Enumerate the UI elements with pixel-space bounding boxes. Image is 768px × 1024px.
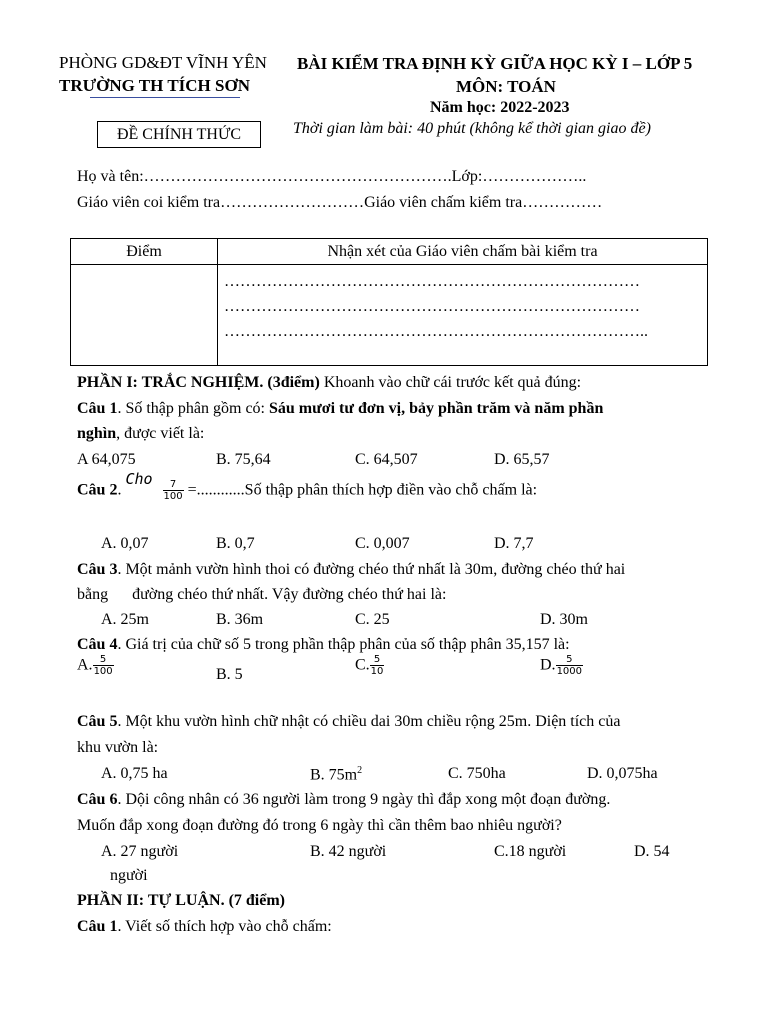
- q3-option-b[interactable]: B. 36m: [216, 611, 264, 628]
- comment-cell[interactable]: [218, 265, 708, 366]
- q5-option-b[interactable]: [310, 765, 362, 784]
- q1-option-a[interactable]: A 64,075: [77, 451, 136, 468]
- official-exam-box: ĐỀ CHÍNH THỨC: [97, 121, 261, 148]
- q5-line2: khu vườn là:: [77, 739, 159, 756]
- q4-option-b[interactable]: B. 5: [216, 666, 243, 683]
- q1-text: . Số thập phân gồm có:: [117, 400, 269, 417]
- time-note: Thời gian làm bài: 40 phút (không kể thời gian giao đề): [293, 120, 651, 137]
- school-name: TRƯỜNG TH TÍCH SƠN: [59, 76, 250, 95]
- q4-opt-a-prefix: A.: [77, 656, 93, 674]
- part1-title: PHẦN I: TRẮC NGHIỆM. (3điểm): [77, 374, 320, 391]
- q2-line: [77, 470, 537, 510]
- school-year: Năm học: 2022-2023: [430, 99, 570, 116]
- q3-label: Câu 3: [77, 561, 118, 578]
- q4-opt-d-prefix: D.: [540, 656, 556, 674]
- q3-text: . Một mảnh vườn hình thoi có đường chéo thứ nhất là 30m, đường chéo thứ hai: [117, 561, 626, 578]
- q2-prefix: .: [117, 481, 126, 499]
- q2-option-a[interactable]: A. 0,07: [101, 535, 149, 552]
- q1-line1: [77, 400, 603, 418]
- q4-opt-d-num: 5: [566, 654, 573, 665]
- q3-option-a[interactable]: A. 25m: [101, 611, 149, 628]
- q2-fraction: [163, 479, 184, 502]
- school-underline: [90, 97, 240, 98]
- part2-q1: [77, 918, 332, 936]
- comment-dot-line: ……………………………………………………………………: [224, 298, 640, 315]
- comment-header: Nhận xét của Giáo viên chấm bài kiểm tra: [218, 239, 708, 265]
- q2-frac-num: 7: [169, 478, 177, 490]
- q4-opt-a-den: 100: [93, 666, 113, 677]
- q6-option-a[interactable]: A. 27 người: [101, 843, 179, 860]
- q1-label: Câu 1: [77, 400, 118, 417]
- q1-bold: Sáu mươi tư đơn vị, bảy phần trăm và năm phần: [269, 400, 604, 417]
- part2-q1-label: Câu 1: [77, 918, 118, 935]
- q6-option-d-cont: người: [110, 867, 148, 884]
- comment-dot-line: ……………………………………………………………………: [224, 273, 640, 290]
- part1-instruction: Khoanh vào chữ cái trước kết quả đúng:: [323, 374, 582, 391]
- department-name: PHÒNG GD&ĐT VĨNH YÊN: [59, 53, 267, 72]
- q3-option-d[interactable]: D. 30m: [540, 611, 588, 628]
- q1-option-b[interactable]: B. 75,64: [216, 451, 271, 468]
- student-name-line: Họ và tên:………………………………………………….Lớp:………………..: [77, 168, 587, 185]
- q4-option-a[interactable]: [77, 654, 114, 684]
- q6-label: Câu 6: [77, 791, 118, 808]
- q2-cho: Cho: [125, 470, 153, 488]
- q4-label: Câu 4: [77, 636, 118, 653]
- part2-title: PHẦN II: TỰ LUẬN. (7 điểm): [77, 892, 285, 909]
- q1-text-end: , được viết là:: [116, 425, 205, 442]
- q2-label: Câu 2: [77, 481, 118, 499]
- q1-line2: [77, 425, 204, 443]
- q4-opt-c-prefix: C.: [355, 656, 370, 674]
- q5-opt-b-sup: 2: [357, 765, 363, 776]
- q4-opt-d-den: 1000: [556, 666, 583, 677]
- grade-table: [70, 238, 708, 366]
- score-cell[interactable]: [71, 265, 218, 366]
- q4-opt-a-fraction: [93, 654, 114, 677]
- q1-option-c[interactable]: C. 64,507: [355, 451, 418, 468]
- part2-q1-text: . Viết số thích hợp vào chỗ chấm:: [117, 918, 332, 935]
- q4-option-d[interactable]: [540, 654, 583, 684]
- q3-line1: [77, 561, 625, 579]
- q6-option-d[interactable]: D. 54: [634, 843, 670, 860]
- q6-option-c[interactable]: C.18 người: [494, 843, 567, 860]
- q4-option-c[interactable]: [355, 654, 384, 684]
- q6-line2: Muốn đắp xong đoạn đường đó trong 6 ngày thì cần thêm bao nhiêu người?: [77, 817, 562, 834]
- q5-option-c[interactable]: C. 750ha: [448, 765, 506, 782]
- q4-opt-d-fraction: [556, 654, 583, 677]
- exam-title: BÀI KIỂM TRA ĐỊNH KỲ GIỮA HỌC KỲ I – LỚP 5: [297, 54, 693, 73]
- q5-option-d[interactable]: D. 0,075ha: [587, 765, 658, 782]
- q5-text: . Một khu vườn hình chữ nhật có chiều dai 30m chiều rộng 25m. Diện tích của: [117, 713, 621, 730]
- q6-option-b[interactable]: B. 42 người: [310, 843, 387, 860]
- q5-option-a[interactable]: A. 0,75 ha: [101, 765, 168, 782]
- q3-option-c[interactable]: C. 25: [355, 611, 390, 628]
- q2-option-c[interactable]: C. 0,007: [355, 535, 410, 552]
- q4-text: . Giá trị của chữ số 5 trong phần thập phân của số thập phân 35,157 là:: [117, 636, 570, 653]
- subject: MÔN: TOÁN: [456, 77, 556, 96]
- score-header: Điểm: [71, 239, 218, 265]
- q2-option-d[interactable]: D. 7,7: [494, 535, 534, 552]
- part1-heading: [77, 374, 581, 392]
- q5-opt-b-base: B. 75m: [310, 766, 358, 784]
- q5-line1: [77, 713, 620, 731]
- q2-frac-den: 100: [163, 490, 183, 502]
- q1-option-d[interactable]: D. 65,57: [494, 451, 550, 468]
- q6-line1: [77, 791, 610, 809]
- q4-opt-c-fraction: [370, 654, 385, 677]
- q4-line: [77, 636, 570, 654]
- q6-text: . Dội công nhân có 36 người làm trong 9 ngày thì đắp xong một đoạn đường.: [117, 791, 611, 808]
- q4-opt-c-den: 10: [370, 666, 384, 677]
- q5-label: Câu 5: [77, 713, 118, 730]
- q4-opt-a-num: 5: [99, 654, 107, 665]
- q1-bold-cont: nghìn: [77, 425, 117, 442]
- q3-line2: bằng đường chéo thứ nhất. Vậy đường chéo thứ hai là:: [77, 586, 447, 603]
- q2-text: =............Số thập phân thích hợp điền vào chỗ chấm là:: [187, 481, 538, 499]
- teacher-line: Giáo viên coi kiểm tra………………………Giáo viên chấm kiểm tra……………: [77, 194, 603, 211]
- q2-option-b[interactable]: B. 0,7: [216, 535, 255, 552]
- comment-dot-line: ……………………………………………………………………..: [224, 323, 648, 340]
- q4-opt-c-num: 5: [373, 654, 381, 665]
